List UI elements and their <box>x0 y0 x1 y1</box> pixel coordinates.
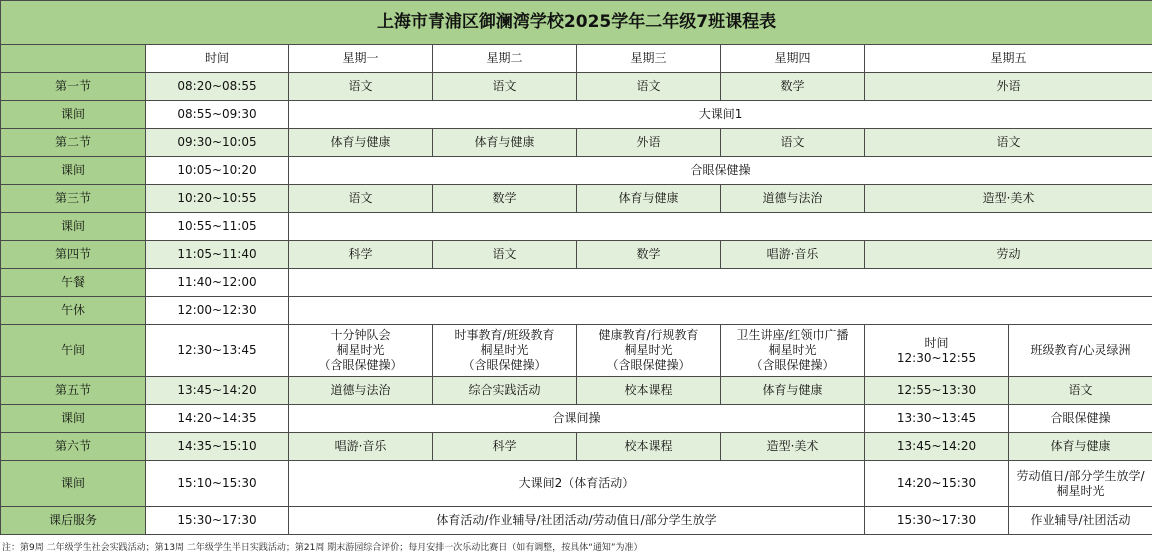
row-time: 13:45~14:20 <box>146 377 289 405</box>
cell-monday: 语文 <box>289 73 433 101</box>
cell-span: 体育活动/作业辅导/社团活动/劳动值日/部分学生放学 <box>289 507 865 535</box>
row-label: 第六节 <box>1 433 146 461</box>
header-tuesday: 星期二 <box>433 45 577 73</box>
row-label: 午餐 <box>1 269 146 297</box>
header-corner <box>1 45 146 73</box>
cell-monday: 唱游·音乐 <box>289 433 433 461</box>
row-label: 第四节 <box>1 241 146 269</box>
row-label: 课间 <box>1 157 146 185</box>
cell-thursday <box>721 325 865 377</box>
cell-line: （含眼保健操） <box>750 358 835 372</box>
cell-line: 桐星时光 <box>1056 483 1105 498</box>
cell-thursday: 唱游·音乐 <box>721 241 865 269</box>
cell-friday-time: 14:20~15:30 <box>865 461 1009 507</box>
row-label: 第三节 <box>1 185 146 213</box>
cell-tuesday: 体育与健康 <box>433 129 577 157</box>
cell-monday: 语文 <box>289 185 433 213</box>
cell-friday-time: 12:55~13:30 <box>865 377 1009 405</box>
row-period-2 <box>1 129 1152 157</box>
row-period-1 <box>1 73 1152 101</box>
row-label: 课间 <box>1 461 146 507</box>
cell-span: 大课间1 <box>289 101 1152 129</box>
header-monday: 星期一 <box>289 45 433 73</box>
cell-friday: 劳动 <box>865 241 1152 269</box>
cell-thursday: 语文 <box>721 129 865 157</box>
cell-thursday: 数学 <box>721 73 865 101</box>
header-time: 时间 <box>146 45 289 73</box>
row-period-3 <box>1 185 1152 213</box>
cell-thursday: 体育与健康 <box>721 377 865 405</box>
cell-friday: 语文 <box>1009 377 1152 405</box>
cell-friday-time: 15:30~17:30 <box>865 507 1009 535</box>
row-break-6 <box>1 461 1152 507</box>
header-wednesday: 星期三 <box>577 45 721 73</box>
cell-friday: 语文 <box>865 129 1152 157</box>
cell-wednesday: 数学 <box>577 241 721 269</box>
cell-tuesday <box>433 325 577 377</box>
cell-line: 卫生讲座/红领巾广播 <box>736 328 849 342</box>
cell-friday-time: 13:45~14:20 <box>865 433 1009 461</box>
row-label: 午间 <box>1 325 146 377</box>
cell-line: 桐星时光 <box>336 343 385 357</box>
row-time: 11:05~11:40 <box>146 241 289 269</box>
row-break-5 <box>1 405 1152 433</box>
row-period-6 <box>1 433 1152 461</box>
cell-monday <box>289 325 433 377</box>
cell-friday <box>1009 461 1152 507</box>
timetable-title: 上海市青浦区御澜湾学校2025学年二年级7班课程表 <box>1 1 1152 45</box>
cell-line: 劳动值日/部分学生放学/ <box>1016 468 1145 483</box>
cell-line: 桐星时光 <box>768 343 817 357</box>
cell-line: 健康教育/行规教育 <box>598 328 699 342</box>
header-thursday: 星期四 <box>721 45 865 73</box>
cell-wednesday: 校本课程 <box>577 433 721 461</box>
row-label: 课后服务 <box>1 507 146 535</box>
cell-friday: 班级教育/心灵绿洲 <box>1009 325 1152 377</box>
header-friday: 星期五 <box>865 45 1152 73</box>
cell-friday: 体育与健康 <box>1009 433 1152 461</box>
row-label: 课间 <box>1 213 146 241</box>
cell-span-empty <box>289 297 1152 325</box>
row-time: 15:30~17:30 <box>146 507 289 535</box>
row-label: 第一节 <box>1 73 146 101</box>
cell-wednesday: 校本课程 <box>577 377 721 405</box>
cell-span-empty <box>289 213 1152 241</box>
row-time: 12:30~13:45 <box>146 325 289 377</box>
cell-line: （含眼保健操） <box>462 358 547 372</box>
row-period-5 <box>1 377 1152 405</box>
cell-span: 合课间操 <box>289 405 865 433</box>
row-nap <box>1 297 1152 325</box>
row-noon <box>1 325 1152 377</box>
row-time: 10:55~11:05 <box>146 213 289 241</box>
row-label: 课间 <box>1 405 146 433</box>
cell-line: 桐星时光 <box>480 343 529 357</box>
cell-wednesday: 语文 <box>577 73 721 101</box>
row-label: 课间 <box>1 101 146 129</box>
cell-span: 大课间2（体育活动） <box>289 461 865 507</box>
cell-tuesday: 语文 <box>433 241 577 269</box>
row-break-2 <box>1 157 1152 185</box>
row-label: 第二节 <box>1 129 146 157</box>
footnote: 注：第9周 二年级学生社会实践活动；第13周 二年级学生半日实践活动；第21周 期末游园综合评价；每月安排一次乐动比赛日（如有调整，按具体“通知”为准） <box>2 543 643 553</box>
cell-wednesday: 外语 <box>577 129 721 157</box>
cell-wednesday <box>577 325 721 377</box>
cell-friday-time: 13:30~13:45 <box>865 405 1009 433</box>
row-break-3 <box>1 213 1152 241</box>
cell-line: 时事教育/班级教育 <box>454 328 555 342</box>
cell-line: 桐星时光 <box>624 343 673 357</box>
cell-friday: 造型·美术 <box>865 185 1152 213</box>
cell-tuesday: 科学 <box>433 433 577 461</box>
row-break-1 <box>1 101 1152 129</box>
cell-thursday: 造型·美术 <box>721 433 865 461</box>
row-label: 午休 <box>1 297 146 325</box>
cell-monday: 体育与健康 <box>289 129 433 157</box>
cell-thursday: 道德与法治 <box>721 185 865 213</box>
cell-friday: 外语 <box>865 73 1152 101</box>
row-lunch <box>1 269 1152 297</box>
cell-tuesday: 数学 <box>433 185 577 213</box>
cell-monday: 科学 <box>289 241 433 269</box>
row-time: 11:40~12:00 <box>146 269 289 297</box>
row-time: 14:20~14:35 <box>146 405 289 433</box>
cell-wednesday: 体育与健康 <box>577 185 721 213</box>
cell-friday: 作业辅导/社团活动 <box>1009 507 1152 535</box>
cell-monday: 道德与法治 <box>289 377 433 405</box>
row-time: 14:35~15:10 <box>146 433 289 461</box>
cell-friday: 合眼保健操 <box>1009 405 1152 433</box>
cell-friday-time <box>865 325 1009 377</box>
row-time: 10:05~10:20 <box>146 157 289 185</box>
cell-span: 合眼保健操 <box>289 157 1152 185</box>
cell-span-empty <box>289 269 1152 297</box>
cell-line: （含眼保健操） <box>318 358 403 372</box>
cell-tuesday: 语文 <box>433 73 577 101</box>
row-time: 08:55~09:30 <box>146 101 289 129</box>
cell-line: 十分钟队会 <box>330 328 391 342</box>
cell-tuesday: 综合实践活动 <box>433 377 577 405</box>
row-period-4 <box>1 241 1152 269</box>
cell-line: 时间 <box>924 335 949 350</box>
row-time: 12:00~12:30 <box>146 297 289 325</box>
cell-line: 12:30~12:55 <box>896 350 977 365</box>
row-time: 08:20~08:55 <box>146 73 289 101</box>
row-time: 09:30~10:05 <box>146 129 289 157</box>
row-time: 15:10~15:30 <box>146 461 289 507</box>
row-time: 10:20~10:55 <box>146 185 289 213</box>
cell-line: （含眼保健操） <box>606 358 691 372</box>
row-label: 第五节 <box>1 377 146 405</box>
row-after-school <box>1 507 1152 535</box>
